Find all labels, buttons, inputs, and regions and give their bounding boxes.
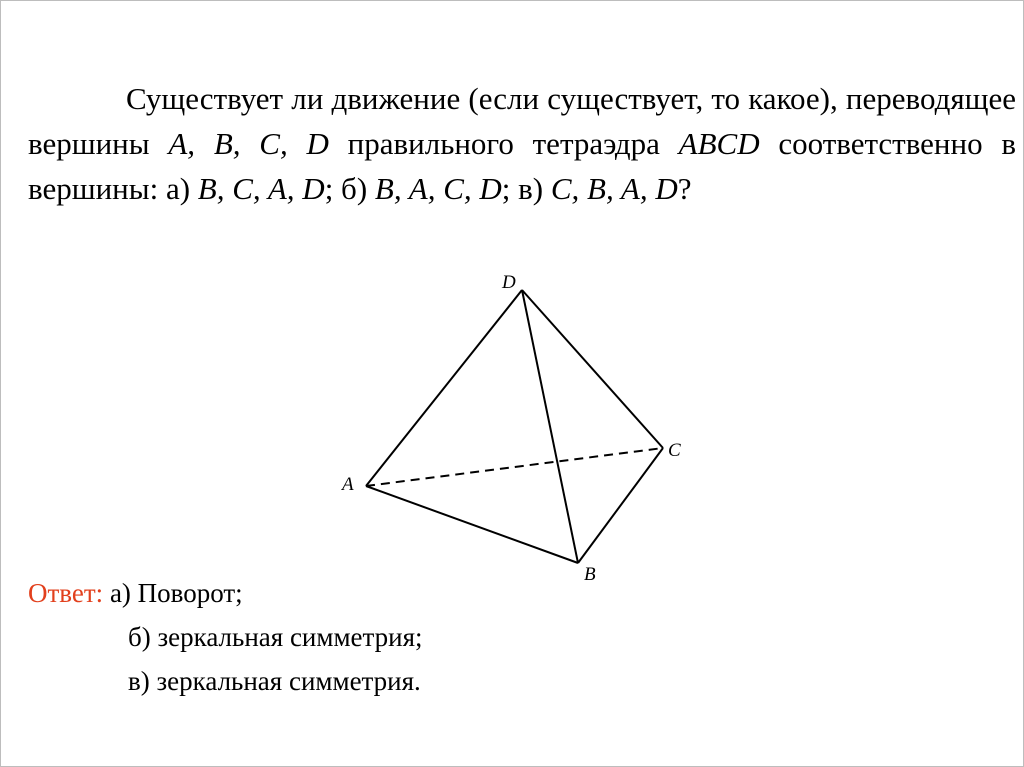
problem-text-1: Существует ли движение (если существует, то какое), переводящее вершины — [28, 81, 1016, 161]
vertex-label-C: C — [668, 440, 681, 461]
problem-case-a: B, C, A, D — [197, 171, 325, 206]
edge-AC-hidden — [366, 448, 663, 486]
answer-label: Ответ: — [28, 578, 104, 608]
edge-AB — [366, 486, 578, 563]
edge-DB — [522, 290, 578, 563]
problem-text-2: правильного тетраэдра — [328, 126, 679, 161]
edge-BC — [578, 448, 663, 563]
problem-text-6: ? — [677, 171, 692, 206]
vertex-label-A: A — [342, 474, 354, 495]
edge-DA — [366, 290, 522, 486]
problem-text-3: соответственно в вершины: а) — [28, 126, 1016, 206]
answer-b: б) зеркальная симметрия; — [128, 622, 423, 652]
problem-case-c: C, B, A, D — [550, 171, 678, 206]
vertex-label-B: B — [584, 564, 596, 585]
problem-case-b: B, A, C, D — [374, 171, 502, 206]
problem-tetrahedron-name: ABCD — [678, 126, 760, 161]
answer-a: а) Поворот; — [109, 578, 243, 608]
vertex-label-D: D — [502, 272, 516, 293]
problem-vertices-list: A, B, C, D — [168, 126, 329, 161]
problem-text-5: ; в) — [501, 171, 551, 206]
answer-c: в) зеркальная симметрия. — [128, 666, 421, 696]
answer-line-a — [28, 573, 243, 613]
problem-text-4: ; б) — [324, 171, 375, 206]
answer-line-b — [128, 617, 423, 657]
edge-DC — [522, 290, 663, 448]
answer-line-c — [128, 661, 421, 701]
